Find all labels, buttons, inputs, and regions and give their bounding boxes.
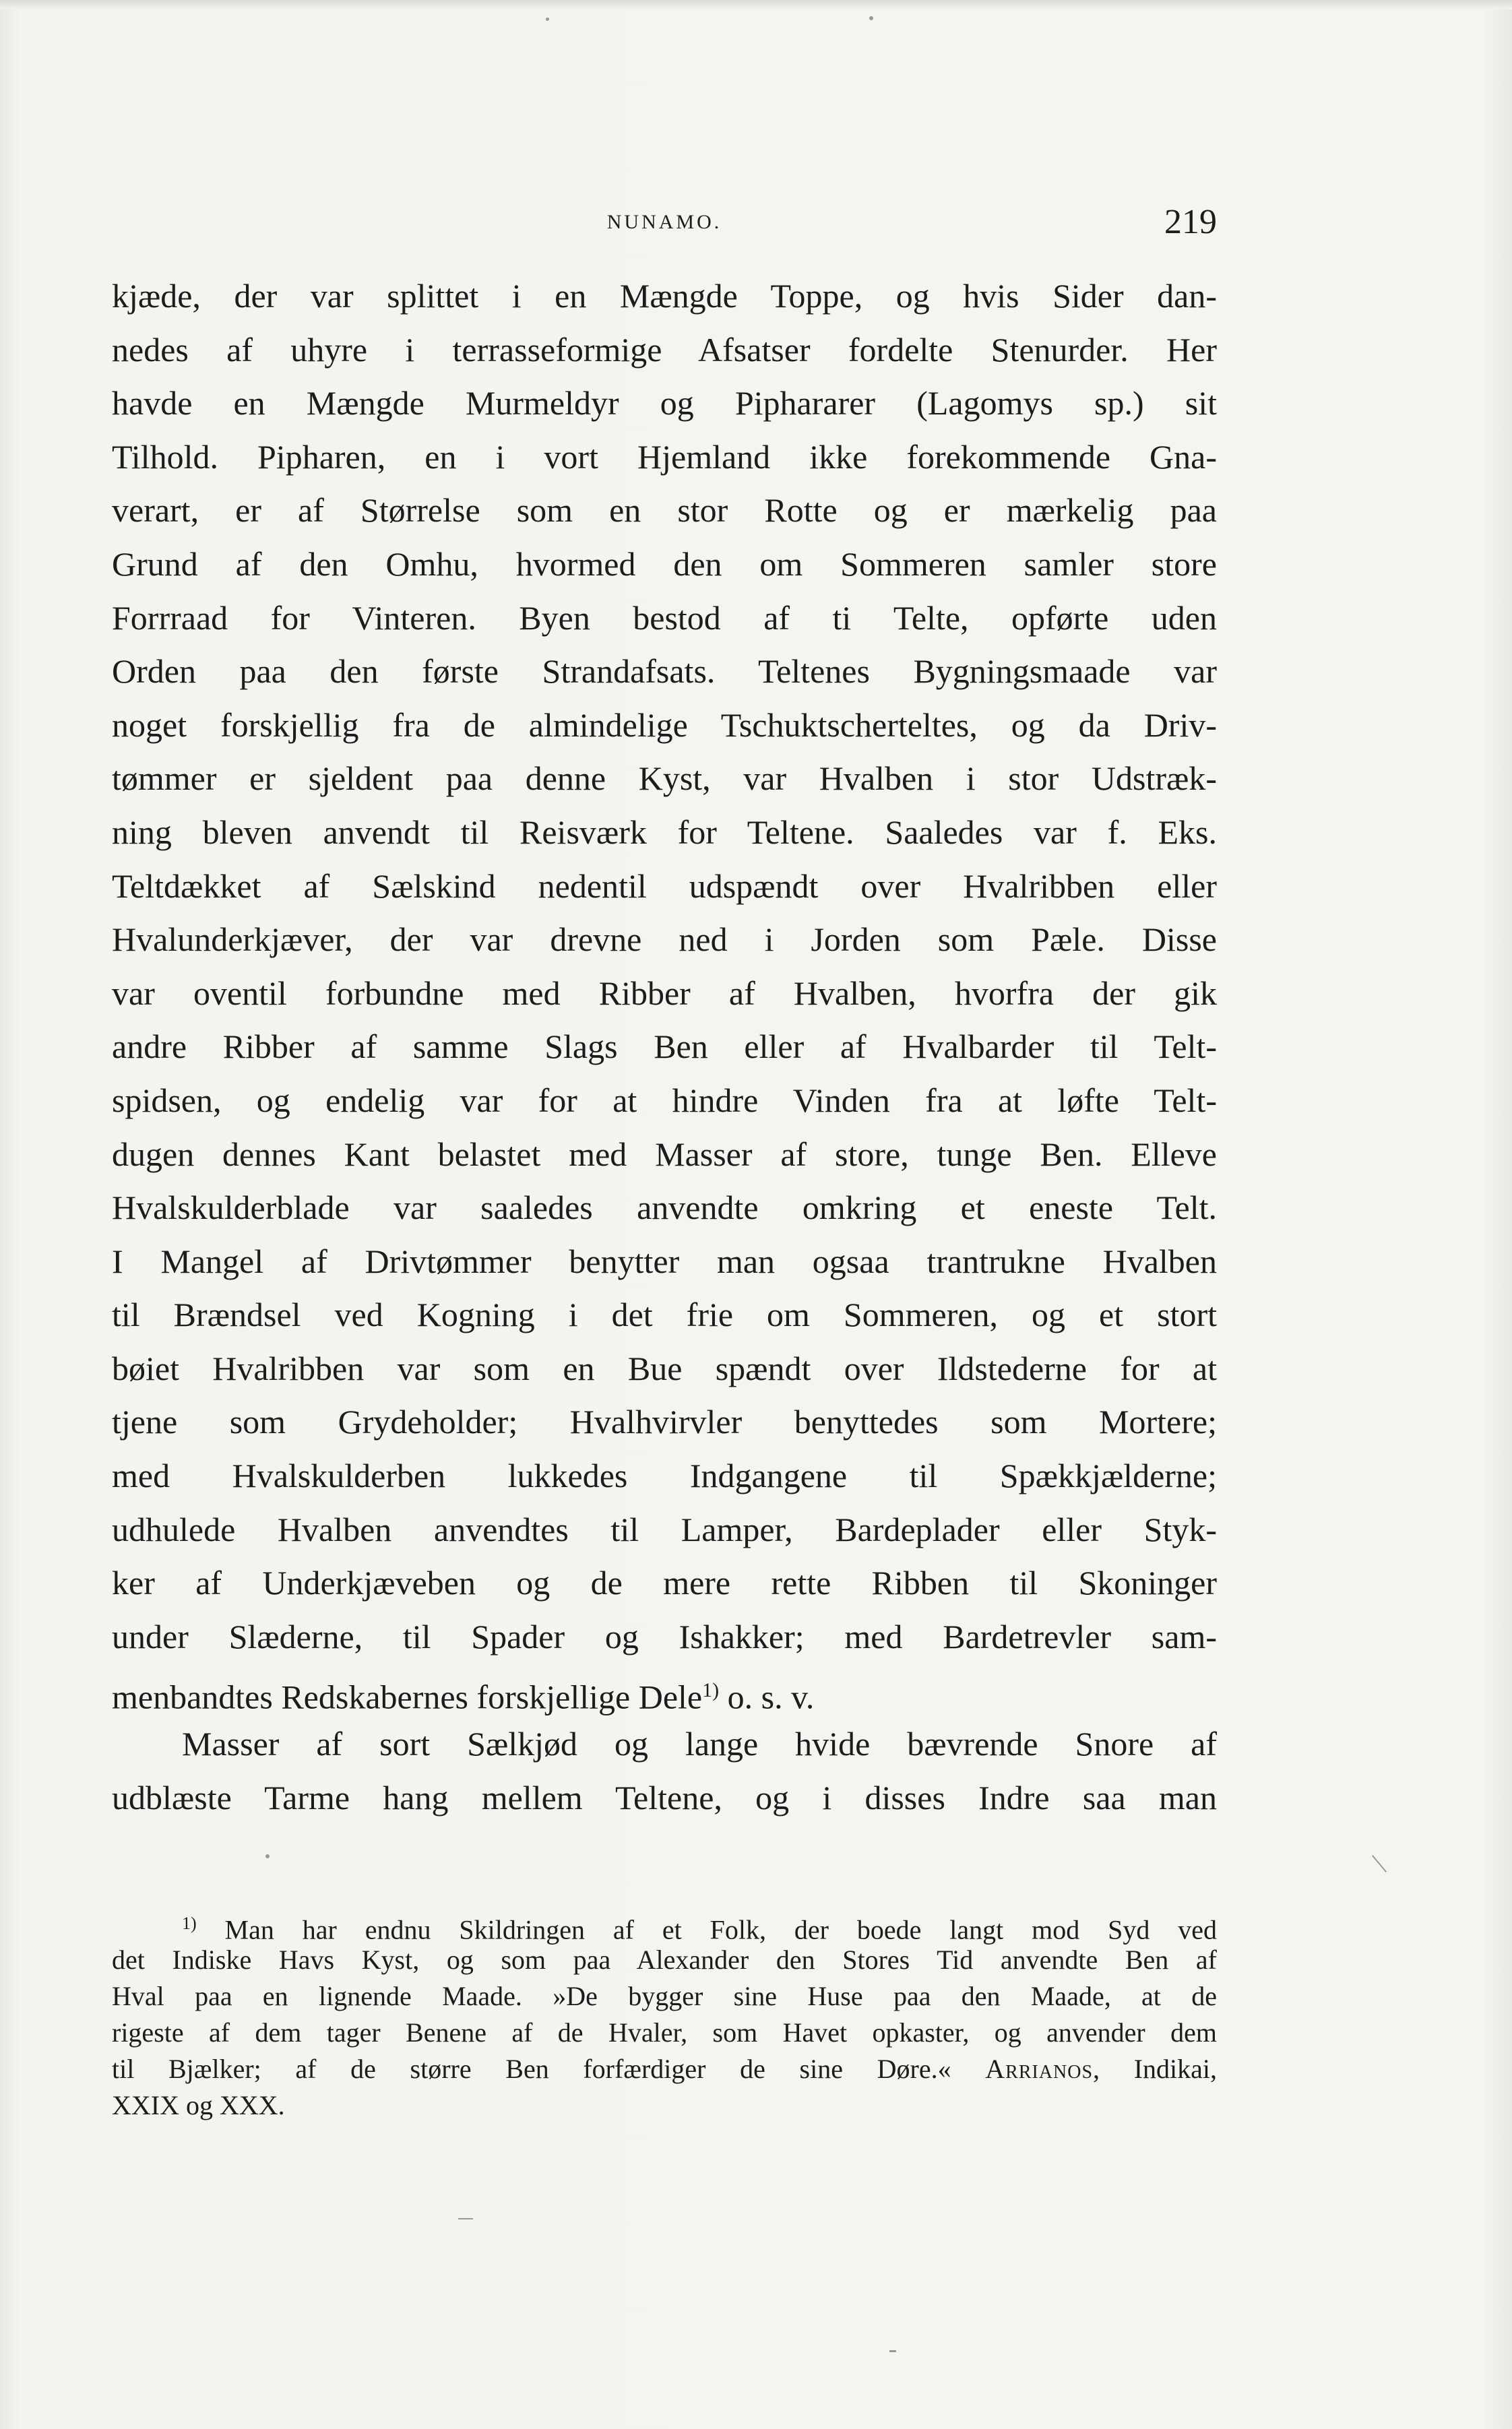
body-line: under Slæderne, til Spader og Ishakker; med Bardetrevler sam- — [112, 1617, 1217, 1655]
body-line-text: menbandtes Redskabernes forskjellige Dele — [112, 1678, 703, 1717]
body-line-paragraph-start: Masser af sort Sælkjød og lange hvide bævrende Snore af — [182, 1725, 1217, 1763]
footnote-line — [112, 1905, 1217, 1945]
body-line: Tilhold. Pipharen, en i vort Hjemland ikke forekommende Gna- — [112, 437, 1217, 476]
body-line: verart, er af Størrelse som en stor Rotte og er mærkelig paa — [112, 491, 1217, 530]
footnote-marker: 1) — [182, 1914, 197, 1933]
body-line: ning bleven anvendt til Reisværk for Teltene. Saaledes var f. Eks. — [112, 813, 1217, 851]
body-line: noget forskjellig fra de almindelige Tschuktscherteltes, og da Driv- — [112, 705, 1217, 744]
body-line: til Brændsel ved Kogning i det frie om Sommeren, og et stort — [112, 1296, 1217, 1334]
body-line: udhulede Hvalben anvendtes til Lamper, Bardeplader eller Styk- — [112, 1510, 1217, 1548]
body-line: tømmer er sjeldent paa denne Kyst, var Hvalben i stor Udstræk- — [112, 759, 1217, 798]
running-head — [112, 202, 1217, 256]
body-line: Teltdækket af Sælskind nedentil udspændt over Hvalribben eller — [112, 866, 1217, 905]
body-line: ker af Underkjæveben og de mere rette Ribben til Skoninger — [112, 1564, 1217, 1602]
body-line-tail: o. s. v. — [719, 1678, 815, 1717]
body-line: Forrraad for Vinteren. Byen bestod af ti Telte, opførte uden — [112, 598, 1217, 637]
body-line: med Hvalskulderben lukkedes Indgangene til Spækkjælderne; — [112, 1457, 1217, 1495]
scan-speck — [546, 18, 549, 21]
body-line: havde en Mængde Murmeldyr og Piphararer (Lagomys sp.) sit — [112, 384, 1217, 422]
footnote-text: Man har endnu Skildringen af et Folk, der boede langt mod Syd ved — [196, 1914, 1217, 1945]
footnote-reference: 1) — [702, 1679, 720, 1702]
body-line: andre Ribber af samme Slags Ben eller af Hvalbarder til Telt- — [112, 1028, 1217, 1066]
page-top-edge — [0, 0, 1512, 9]
body-line: Hvalunderkjæver, der var drevne ned i Jorden som Pæle. Disse — [112, 920, 1217, 959]
scan-speck — [869, 16, 873, 20]
body-line: Hvalskulderblade var saaledes anvendte omkring et eneste Telt. — [112, 1189, 1217, 1227]
footnote-line: rigeste af dem tager Benene af de Hvaler, som Havet opkaster, og anvender dem — [112, 2017, 1217, 2048]
scan-speck — [1372, 1855, 1387, 1872]
scan-speck — [458, 2218, 473, 2219]
footnote-line: Hval paa en lignende Maade. »De bygger sine Huse paa den Maade, at de — [112, 1981, 1217, 2011]
body-text — [112, 270, 1217, 1825]
scan-speck — [889, 2350, 896, 2352]
footnote-author: Arrianos — [985, 2054, 1094, 2084]
scan-speck — [265, 1854, 270, 1858]
body-line: var oventil forbundne med Ribber af Hvalben, hvorfra der gik — [112, 974, 1217, 1012]
body-line: udblæste Tarme hang mellem Teltene, og i disses Indre saa man — [112, 1778, 1217, 1817]
footnote-line — [112, 2051, 1217, 2087]
body-line: bøiet Hvalribben var som en Bue spændt over Ildstederne for at — [112, 1349, 1217, 1387]
body-line: I Mangel af Drivtømmer benytter man ogsaa trantrukne Hvalben — [112, 1242, 1217, 1280]
page-number: 219 — [1164, 203, 1217, 241]
body-line: Grund af den Omhu, hvormed den om Sommeren samler store — [112, 544, 1217, 583]
body-line: nedes af uhyre i terrasseformige Afsatser fordelte Stenurder. Her — [112, 330, 1217, 369]
body-line: kjæde, der var splittet i en Mængde Toppe, og hvis Sider dan- — [112, 277, 1217, 315]
body-line: dugen dennes Kant belastet med Masser af store, tunge Ben. Elleve — [112, 1135, 1217, 1173]
body-line: tjene som Grydeholder; Hvalhvirvler benyttedes som Mortere; — [112, 1403, 1217, 1441]
body-line: Orden paa den første Strandafsats. Teltenes Bygningsmaade var — [112, 652, 1217, 691]
footnote-line: det Indiske Havs Kyst, og som paa Alexander den Stores Tid anvendte Ben af — [112, 1945, 1217, 1975]
footnote-line: XXIX og XXX. — [112, 2090, 285, 2120]
footnote-text: til Bjælker; af de større Ben forfærdiger de sine Døre.« — [112, 2054, 986, 2084]
footnote — [112, 1905, 1217, 2124]
running-title: NUNAMO. — [606, 211, 722, 233]
footnote-text: , Indikai, — [1093, 2054, 1217, 2084]
body-line — [112, 1664, 1217, 1717]
body-line: spidsen, og endelig var for at hindre Vinden fra at løfte Telt- — [112, 1081, 1217, 1119]
